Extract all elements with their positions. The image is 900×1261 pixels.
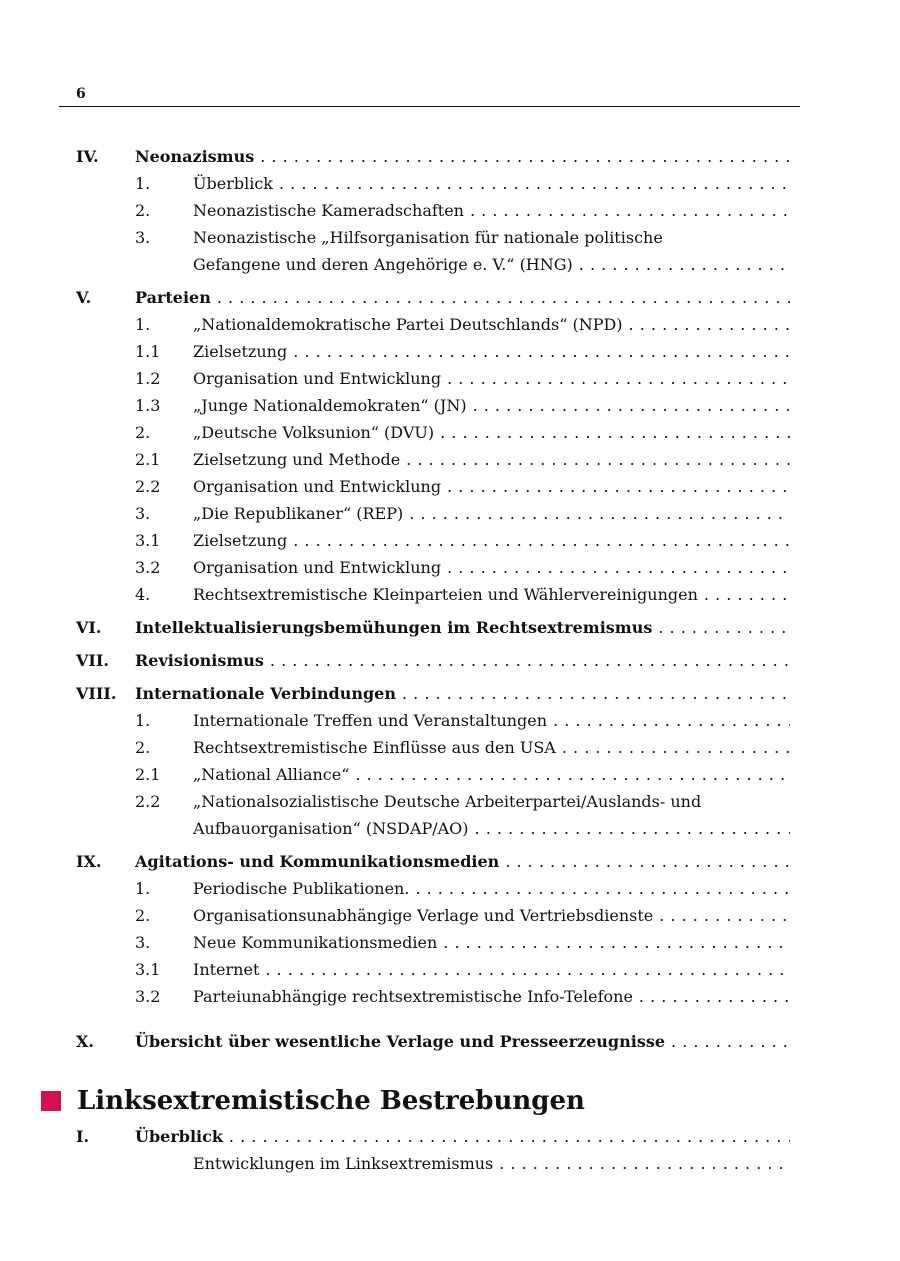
header-rule (59, 106, 800, 107)
section-header (41, 1086, 585, 1116)
toc-section-title (135, 1028, 790, 1055)
toc-entry-title-text: „Nationaldemokratische Partei Deutschlands“ (NPD) (193, 315, 623, 334)
toc-entry-number: 3.1 (135, 531, 161, 550)
toc-entry-number: 1. (135, 315, 151, 334)
toc-section-title (135, 848, 790, 875)
toc-section-title (135, 680, 790, 707)
toc-entry-title (193, 734, 790, 761)
toc-entry-title-text: Rechtsextremistische Einflüsse aus den USA (193, 738, 556, 757)
section-marker-square (41, 1091, 61, 1111)
toc-entry-title (193, 929, 790, 956)
toc-entry-number: 2.2 (135, 477, 161, 496)
toc-section-title-text: Agitations- und Kommunikationsmedien (135, 852, 500, 871)
toc-entry-row (76, 734, 790, 761)
toc-entry-row (76, 902, 790, 929)
toc-entry-title (193, 365, 790, 392)
toc-entry-row-continuation (76, 251, 790, 278)
toc-entry-title (193, 761, 790, 788)
toc-entry-number: 1. (135, 711, 151, 730)
toc-entry-title-text: „Junge Nationaldemokraten“ (JN) (193, 396, 467, 415)
toc-entry-title-text: Überblick (193, 174, 273, 193)
toc-entry-title (193, 500, 790, 527)
toc-section-row (76, 680, 790, 707)
toc-entry-number: 2.1 (135, 450, 161, 469)
toc-entry-number: 2.1 (135, 765, 161, 784)
toc-entry-row (76, 446, 790, 473)
toc-entry-number: 3. (135, 504, 151, 523)
toc-entry-row (76, 1150, 790, 1177)
toc-entry-title (193, 446, 790, 473)
toc-entry-title-text: Zielsetzung und Methode (193, 450, 401, 469)
toc-section-number: I. (76, 1127, 90, 1146)
toc-section-number: IV. (76, 147, 99, 166)
toc-section-title-text: Neonazismus (135, 147, 255, 166)
toc-entry-number: 1.2 (135, 369, 161, 388)
toc-section-number: X. (76, 1032, 94, 1051)
toc-entry-title-text: „Die Republikaner“ (REP) (193, 504, 404, 523)
toc-entry-title: „Nationalsozialistische Deutsche Arbeiterpartei/Auslands- und (193, 792, 702, 811)
toc-entry-title-continuation-text: Aufbauorganisation“ (NSDAP/AO) (193, 819, 469, 838)
toc-entry-title: Neonazistische „Hilfsorganisation für nationale politische (193, 228, 663, 247)
toc-entry-row (76, 875, 790, 902)
toc-entry-title (193, 419, 790, 446)
toc-section-row (76, 284, 790, 311)
toc-section-title (135, 614, 790, 641)
toc-entry-title (193, 1150, 790, 1177)
toc-entry-number: 2. (135, 423, 151, 442)
toc-entry-title-text: „National Alliance“ (193, 765, 350, 784)
toc-entry-title (193, 581, 790, 608)
toc-entry-row (76, 338, 790, 365)
toc-entry-title-text: Rechtsextremistische Kleinparteien und Wählervereinigungen (193, 585, 698, 604)
toc-entry-title (193, 392, 790, 419)
toc-entry-title-continuation (193, 815, 790, 842)
toc-entry-number: 3.1 (135, 960, 161, 979)
toc-entry-row (76, 581, 790, 608)
toc-entry-row-first-line (76, 224, 790, 251)
toc-entry-number: 2. (135, 906, 151, 925)
toc-entry-number: 3.2 (135, 558, 161, 577)
toc-entry-title (193, 197, 790, 224)
section-heading: Linksextremistische Bestrebungen (77, 1086, 585, 1116)
toc-entry-number: 2.2 (135, 792, 161, 811)
toc-section-title (135, 647, 790, 674)
toc-section-row (76, 647, 790, 674)
toc-entry-title-text: Internationale Treffen und Veranstaltungen (193, 711, 548, 730)
toc-entry-title-text: „Deutsche Volksunion“ (DVU) (193, 423, 435, 442)
toc-entry-title (193, 338, 790, 365)
toc-section-title-text: Überblick (135, 1127, 223, 1146)
toc-entry-number: 1.1 (135, 342, 161, 361)
toc-entry-title-text: Parteiunabhängige rechtsextremistische Info-Telefone (193, 987, 633, 1006)
toc-entry-number: 3. (135, 933, 151, 952)
toc-entry-title-text: Entwicklungen im Linksextremismus (193, 1154, 494, 1173)
toc-section-title-text: Intellektualisierungsbemühungen im Rechtsextremismus (135, 618, 653, 637)
toc-entry-title-text: Organisation und Entwicklung (193, 558, 442, 577)
toc-section-title (135, 1123, 790, 1150)
toc-entry-row-continuation (76, 815, 790, 842)
toc-entry-number: 3.2 (135, 987, 161, 1006)
toc-entry-row (76, 983, 790, 1010)
toc-entry-row (76, 392, 790, 419)
toc-entry-row (76, 311, 790, 338)
toc-entry-title (193, 875, 790, 902)
toc-entry-row (76, 956, 790, 983)
toc-entry-title-text: Zielsetzung (193, 531, 288, 550)
toc-entry-number: 1. (135, 879, 151, 898)
toc-entry-title-text: Neue Kommunikationsmedien (193, 933, 438, 952)
toc-entry-row (76, 707, 790, 734)
toc-entry-row (76, 500, 790, 527)
toc-section-title-text: Internationale Verbindungen (135, 684, 396, 703)
toc-entry-number: 2. (135, 201, 151, 220)
toc-entry-title (193, 527, 790, 554)
toc-section-row (76, 1028, 790, 1055)
toc-entry-row (76, 929, 790, 956)
toc-entry-title (193, 956, 790, 983)
toc-entry-title-text: Internet (193, 960, 260, 979)
toc-section-title-text: Revisionismus (135, 651, 264, 670)
table-of-contents (76, 143, 790, 1055)
toc-section-title-text: Übersicht über wesentliche Verlage und Presseerzeugnisse (135, 1032, 666, 1051)
toc-entry-title (193, 311, 790, 338)
toc-entry-title (193, 473, 790, 500)
toc-entry-number: 4. (135, 585, 151, 604)
page-number: 6 (76, 86, 86, 102)
toc-entry-row (76, 419, 790, 446)
table-of-contents-continued (76, 1123, 790, 1177)
toc-section-title-text: Parteien (135, 288, 211, 307)
toc-entry-title-continuation (193, 251, 790, 278)
toc-entry-title-text: Zielsetzung (193, 342, 288, 361)
toc-entry-number: 1. (135, 174, 151, 193)
toc-section-number: IX. (76, 852, 102, 871)
toc-section-row (76, 143, 790, 170)
toc-section-row (76, 848, 790, 875)
toc-entry-row (76, 197, 790, 224)
toc-entry-title (193, 707, 790, 734)
toc-entry-title (193, 554, 790, 581)
toc-entry-number: 3. (135, 228, 151, 247)
toc-entry-title-continuation-text: Gefangene und deren Angehörige e. V.“ (HNG) (193, 255, 573, 274)
toc-section-number: VIII. (76, 684, 117, 703)
toc-entry-row (76, 761, 790, 788)
toc-section-title (135, 143, 790, 170)
toc-section-number: VI. (76, 618, 102, 637)
toc-entry-row (76, 554, 790, 581)
toc-entry-number: 1.3 (135, 396, 161, 415)
toc-section-title (135, 284, 790, 311)
toc-entry-title-text: Organisationsunabhängige Verlage und Vertriebsdienste (193, 906, 654, 925)
toc-section-number: V. (76, 288, 92, 307)
toc-section-row (76, 614, 790, 641)
toc-entry-title (193, 902, 790, 929)
toc-entry-number: 2. (135, 738, 151, 757)
toc-entry-row (76, 473, 790, 500)
toc-entry-row-first-line (76, 788, 790, 815)
toc-section-number: VII. (76, 651, 109, 670)
toc-entry-row (76, 365, 790, 392)
toc-entry-row (76, 527, 790, 554)
toc-section-row (76, 1123, 790, 1150)
toc-entry-title (193, 983, 790, 1010)
toc-entry-row (76, 170, 790, 197)
toc-entry-title-text: Periodische Publikationen. (193, 879, 410, 898)
toc-entry-title-text: Neonazistische Kameradschaften (193, 201, 464, 220)
toc-entry-title-text: Organisation und Entwicklung (193, 369, 442, 388)
toc-entry-title (193, 170, 790, 197)
toc-entry-title-text: Organisation und Entwicklung (193, 477, 442, 496)
